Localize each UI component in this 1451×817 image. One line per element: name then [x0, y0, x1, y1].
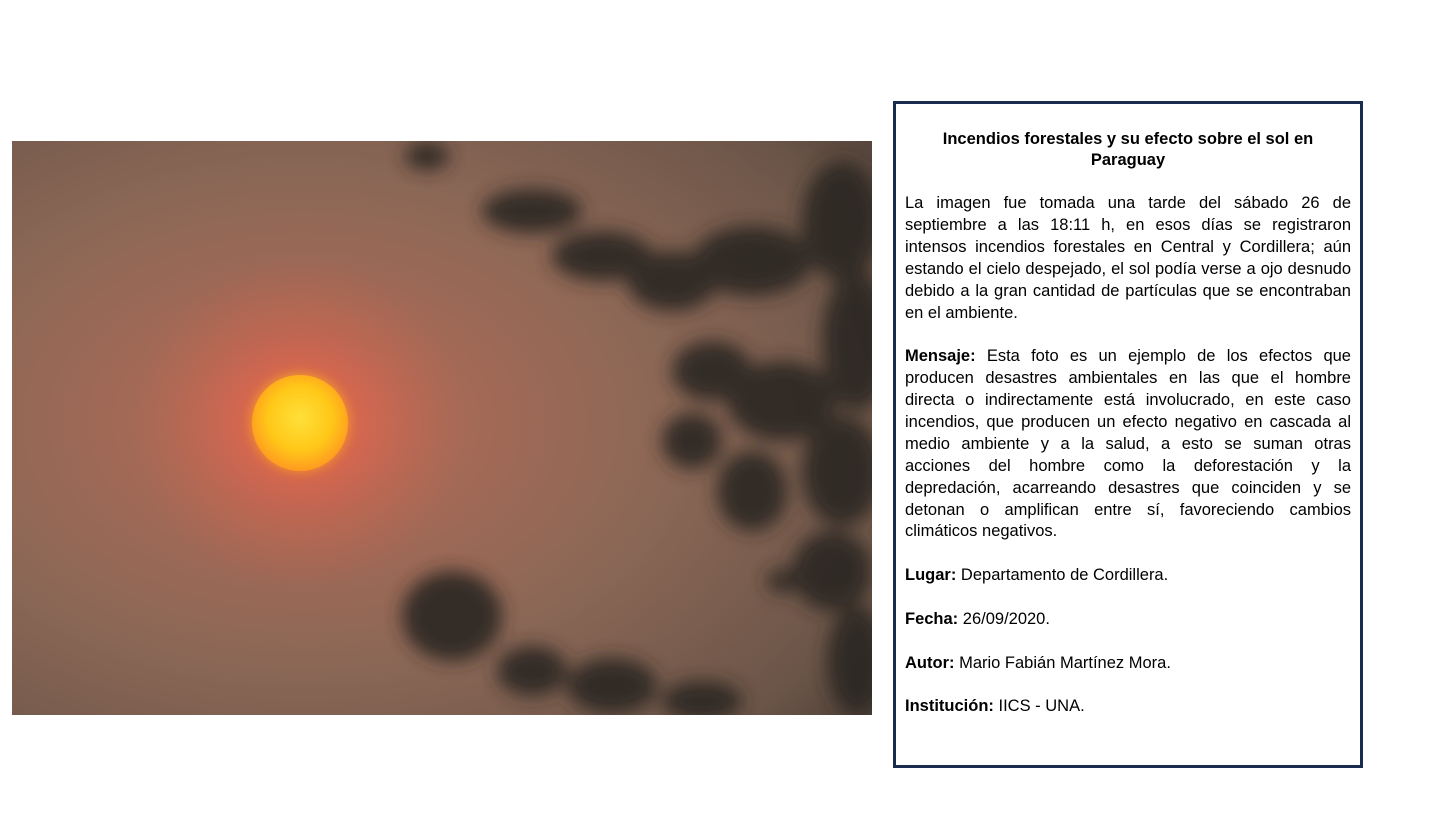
author-field: [905, 653, 1351, 675]
institution-value: IICS - UNA.: [998, 697, 1085, 716]
author-label: Autor:: [905, 653, 960, 672]
author-value: Mario Fabián Martínez Mora.: [959, 653, 1171, 672]
place-field: [905, 565, 1351, 587]
date-value: 26/09/2020.: [962, 609, 1050, 628]
message-text: Esta foto es un ejemplo de los efectos que producen desastres ambientales en las que el hombre directa o indirectamente está involucrado, en este caso incendios, que producen un efecto negativo en cascada al medio ambiente y a la salud, a esto se suman otras acciones del hombre como la deforestación y la depredación, acarreando desastres que coinciden y se detonan o amplifican entre sí, favoreciendo cambios climáticos negativos.: [905, 347, 1351, 541]
institution-label: Institución:: [905, 697, 999, 716]
place-label: Lugar:: [905, 566, 961, 585]
intro-paragraph: La imagen fue tomada una tarde del sábado 26 de septiembre a las 18:11 h, en esos días se registraron intensos incendios forestales en Central y Cordillera; aún estando el cielo despejado, el sol podía verse a ojo desnudo debido a la gran cantidad de partículas que se encontraban en el ambiente.: [905, 194, 1351, 322]
institution-field: [905, 696, 1351, 718]
sunset-photo-image: [12, 141, 872, 715]
info-content: [905, 129, 1351, 740]
place-value: Departamento de Cordillera.: [960, 566, 1169, 585]
date-label: Fecha:: [905, 609, 963, 628]
info-box: [893, 101, 1363, 768]
info-title: Incendios forestales y su efecto sobre el sol en Paraguay: [942, 130, 1314, 169]
sunset-photo: [12, 141, 872, 715]
date-field: [905, 609, 1351, 631]
message-paragraph: [905, 346, 1351, 543]
message-label: Mensaje:: [905, 347, 987, 366]
